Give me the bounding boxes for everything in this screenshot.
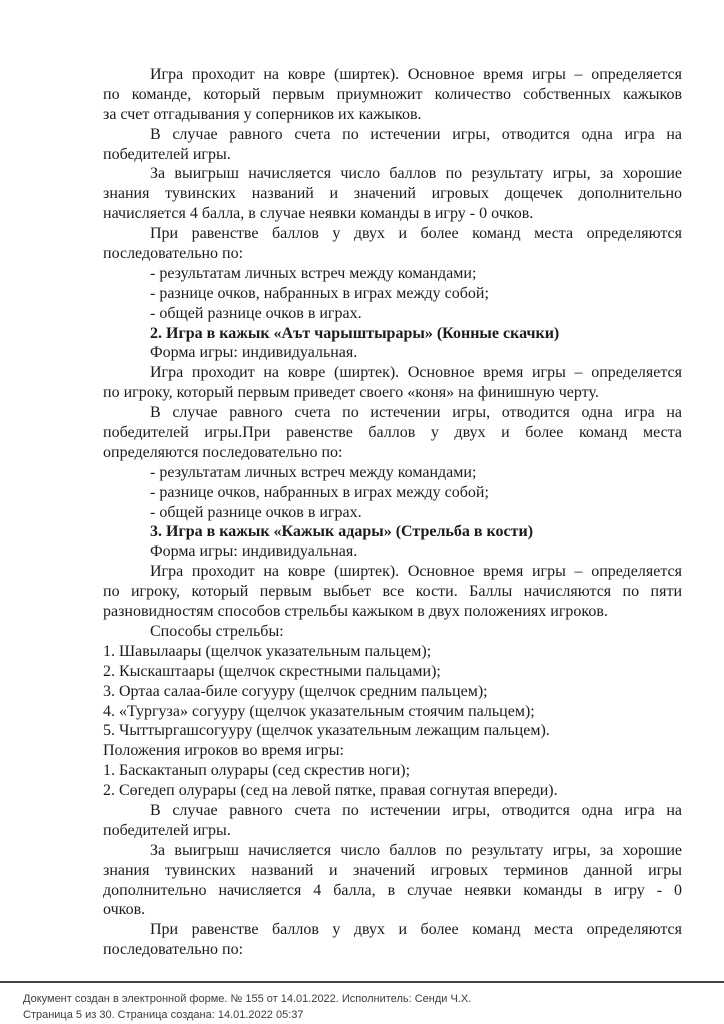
text-line: по команде, который первым приумножит количество собственных кажыков bbox=[103, 85, 682, 103]
text-line: - общей разнице очков в играх. bbox=[150, 503, 362, 521]
text-line: определяются последовательно по: bbox=[103, 443, 343, 461]
text-line: дополнительно начисляется 4 балла, в случае неявки команды в игру - 0 bbox=[103, 881, 682, 899]
text-line: Форма игры: индивидуальная. bbox=[150, 344, 358, 362]
text-line: знания тувинских названий и значений игровых терминов данной игры bbox=[103, 861, 682, 879]
text-line: При равенстве баллов у двух и более команд места определяются bbox=[150, 225, 682, 243]
text-line: 2. Кыскаштаары (щелчок скрестными пальцами); bbox=[103, 662, 441, 680]
text-line: - результатам личных встреч между командами; bbox=[150, 264, 477, 282]
text-line: - результатам личных встреч между командами; bbox=[150, 463, 477, 481]
text-line: последовательно по: bbox=[103, 941, 244, 959]
text-line: 3. Ортаа салаа-биле согууру (щелчок средним пальцем); bbox=[103, 682, 488, 700]
text-line: - общей разнице очков в играх. bbox=[150, 304, 362, 322]
text-line: За выигрыш начисляется число баллов по результату игры, за хорошие bbox=[150, 841, 682, 859]
text-line: 3. Игра в кажык «Кажык адары» (Стрельба в кости) bbox=[150, 523, 534, 541]
text-line: 4. «Тургуза» согууру (щелчок указательным стоячим пальцем); bbox=[103, 702, 535, 720]
document-body bbox=[103, 65, 682, 960]
text-line: 1. Баскактанып олурары (сед скрестив ноги); bbox=[103, 762, 411, 780]
text-line: очков. bbox=[103, 901, 146, 919]
text-line: В случае равного счета по истечении игры, отводится одна игра на bbox=[150, 801, 682, 819]
text-line: за счет отгадывания у соперников их кажыков. bbox=[103, 105, 422, 123]
text-line: победителей игры. bbox=[103, 821, 231, 839]
text-line: Игра проходит на ковре (ширтек). Основное время игры – определяется bbox=[150, 364, 682, 382]
text-line: по игроку, который первым приведет своего «коня» на финишную черту. bbox=[103, 384, 599, 402]
text-line: разновидностям способов стрельбы кажыком в двух положениях игроков. bbox=[103, 603, 608, 621]
text-line: победителей игры.При равенстве баллов у двух и более команд места bbox=[103, 424, 682, 442]
text-line: При равенстве баллов у двух и более команд места определяются bbox=[150, 921, 682, 939]
text-line: 2. Сөгедеп олурары (сед на левой пятке, правая согнутая впереди). bbox=[103, 782, 558, 800]
footer-meta-line1: Документ создан в электронной форме. № 155 от 14.01.2022. Исполнитель: Сенди Ч.Х. bbox=[23, 993, 472, 1005]
text-line: Положения игроков во время игры: bbox=[103, 742, 344, 760]
text-line: За выигрыш начисляется число баллов по результату игры, за хорошие bbox=[150, 165, 682, 183]
text-line: по игроку, который первым выбьет все кости. Баллы начисляются по пяти bbox=[103, 583, 682, 601]
text-line: Игра проходит на ковре (ширтек). Основное время игры – определяется bbox=[150, 66, 682, 83]
text-line: - разнице очков, набранных в играх между собой; bbox=[150, 284, 489, 302]
text-line: 1. Шавылаары (щелчок указательным пальцем); bbox=[103, 642, 432, 660]
text-line: 2. Игра в кажык «Аът чарыштырары» (Конные скачки) bbox=[150, 324, 560, 342]
text-line: Игра проходит на ковре (ширтек). Основное время игры – определяется bbox=[150, 563, 682, 581]
text-line: В случае равного счета по истечении игры, отводится одна игра на bbox=[150, 125, 682, 143]
text-line: начисляется 4 балла, в случае неявки команды в игру - 0 очков. bbox=[103, 205, 534, 223]
text-line: - разнице очков, набранных в играх между собой; bbox=[150, 483, 489, 501]
text-line: 5. Чыттыргашсогууру (щелчок указательным лежащим пальцем). bbox=[103, 722, 550, 740]
footer-meta-line2: Страница 5 из 30. Страница создана: 14.01.2022 05:37 bbox=[23, 1008, 304, 1021]
text-line: В случае равного счета по истечении игры, отводится одна игра на bbox=[150, 404, 682, 422]
page-footer bbox=[23, 992, 471, 1023]
footer-separator bbox=[0, 981, 724, 983]
text-line: победителей игры. bbox=[103, 145, 231, 163]
text-line: знания тувинских названий и значений игровых дощечек дополнительно bbox=[103, 185, 682, 203]
text-line: последовательно по: bbox=[103, 245, 244, 263]
text-line: Способы стрельбы: bbox=[150, 622, 284, 640]
text-line: Форма игры: индивидуальная. bbox=[150, 543, 358, 561]
